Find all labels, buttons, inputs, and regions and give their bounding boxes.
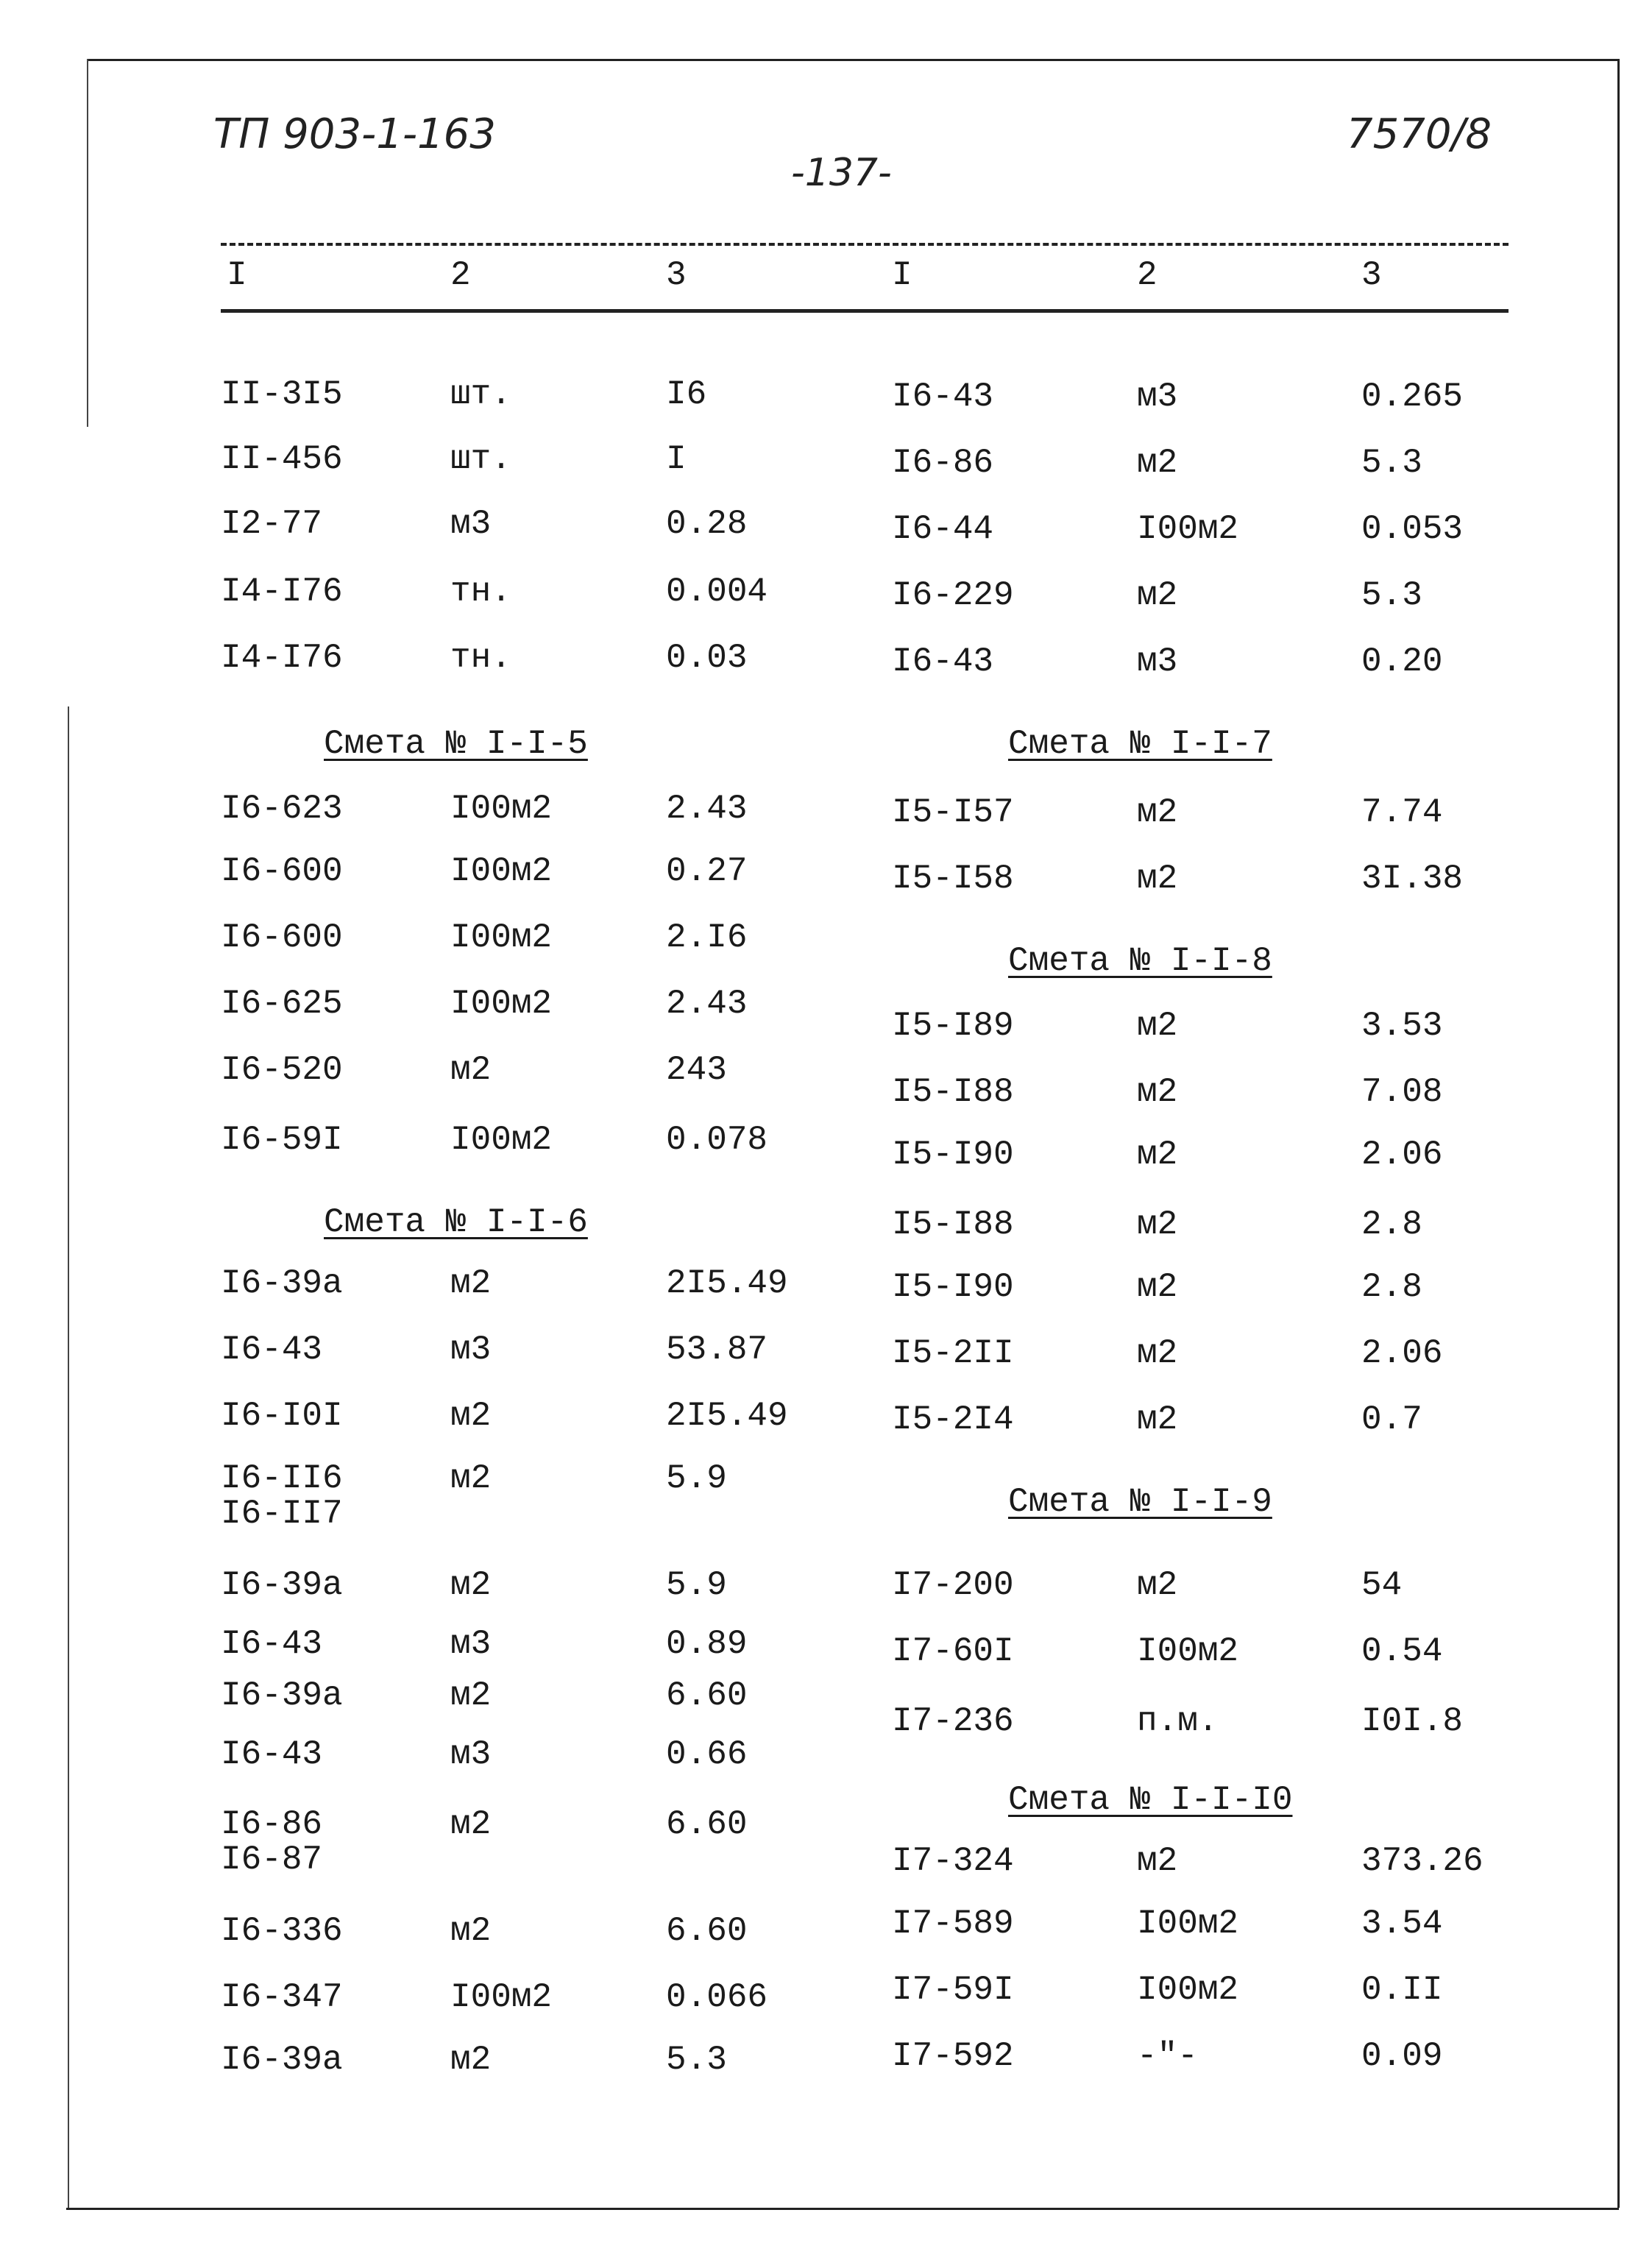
- right-row-18-col-2: I00м2: [1137, 1905, 1239, 1943]
- left-row-22-col-1: I6-39а: [221, 2041, 343, 2079]
- right-row-8-col-3: 7.08: [1361, 1073, 1443, 1111]
- frame-left-border: [87, 59, 88, 427]
- right-row-18-col-1: I7-589: [892, 1905, 1014, 1943]
- left-row-10-col-2: I00м2: [450, 1121, 553, 1159]
- header-dashed-rule: [221, 243, 1509, 246]
- left-row-20-col-3: 6.60: [666, 1912, 748, 1950]
- right-smeta-heading-3: Смета № I-I-I0: [1008, 1781, 1293, 1819]
- left-row-6-col-1: I6-600: [221, 852, 343, 890]
- right-row-12-col-3: 2.06: [1361, 1334, 1443, 1372]
- left-row-21-col-1: I6-347: [221, 1978, 343, 2016]
- left-smeta-heading-1: Смета № I-I-6: [324, 1203, 588, 1241]
- left-row-19-col-2: м2: [450, 1805, 492, 1843]
- right-row-0-col-3: 0.265: [1361, 378, 1464, 416]
- left-row-12-col-2: м3: [450, 1331, 492, 1369]
- right-row-8-col-2: м2: [1137, 1073, 1178, 1111]
- left-row-18-col-3: 0.66: [666, 1735, 748, 1774]
- left-row-8-col-1: I6-625: [221, 985, 343, 1023]
- right-row-2-col-1: I6-44: [892, 510, 994, 548]
- right-row-19-col-1: I7-59I: [892, 1971, 1014, 2009]
- left-row-11-col-2: м2: [450, 1264, 492, 1303]
- left-row-16-col-1: I6-43: [221, 1625, 323, 1663]
- left-row-13-col-3: 2I5.49: [666, 1397, 788, 1435]
- right-row-16-col-2: п.м.: [1137, 1702, 1219, 1740]
- left-row-22-col-2: м2: [450, 2041, 492, 2079]
- right-row-11-col-3: 2.8: [1361, 1268, 1422, 1306]
- left-row-0-col-2: шт.: [450, 375, 511, 414]
- right-row-14-col-1: I7-200: [892, 1566, 1014, 1604]
- right-row-12-col-2: м2: [1137, 1334, 1178, 1372]
- left-row-20-col-1: I6-336: [221, 1912, 343, 1950]
- left-row-8-col-3: 2.43: [666, 985, 748, 1023]
- left-row-5-col-3: 2.43: [666, 790, 748, 828]
- right-row-4-col-1: I6-43: [892, 642, 994, 681]
- right-row-7-col-1: I5-I89: [892, 1007, 1014, 1045]
- left-row-4-col-1: I4-I76: [221, 639, 343, 677]
- left-row-19-col-3: 6.60: [666, 1805, 748, 1843]
- left-row-16-col-2: м3: [450, 1625, 492, 1663]
- left-row-2-col-1: I2-77: [221, 505, 323, 543]
- left-row-11-col-1: I6-39а: [221, 1264, 343, 1303]
- left-row-0-col-1: II-3I5: [221, 375, 343, 414]
- right-row-6-col-2: м2: [1137, 860, 1178, 898]
- right-row-1-col-1: I6-86: [892, 444, 994, 482]
- right-row-9-col-1: I5-I90: [892, 1136, 1014, 1174]
- left-row-14-col-2: м2: [450, 1459, 492, 1498]
- right-row-19-col-3: 0.II: [1361, 1971, 1443, 2009]
- right-row-2-col-2: I00м2: [1137, 510, 1239, 548]
- left-row-1-col-2: шт.: [450, 440, 511, 478]
- left-row-15-col-2: м2: [450, 1566, 492, 1604]
- left-row-9-col-1: I6-520: [221, 1051, 343, 1089]
- left-row-21-col-2: I00м2: [450, 1978, 553, 2016]
- left-row-21-col-3: 0.066: [666, 1978, 768, 2016]
- left-row-3-col-2: тн.: [450, 573, 511, 611]
- left-row-3-col-3: 0.004: [666, 573, 768, 611]
- column-header: I: [892, 256, 912, 294]
- right-row-8-col-1: I5-I88: [892, 1073, 1014, 1111]
- right-row-14-col-3: 54: [1361, 1566, 1403, 1604]
- right-row-15-col-1: I7-60I: [892, 1632, 1014, 1671]
- right-row-17-col-2: м2: [1137, 1842, 1178, 1880]
- frame-left-border-lower: [68, 706, 69, 2208]
- left-row-17-col-1: I6-39а: [221, 1676, 343, 1715]
- left-row-6-col-2: I00м2: [450, 852, 553, 890]
- right-row-4-col-3: 0.20: [1361, 642, 1443, 681]
- left-row-0-col-3: I6: [666, 375, 707, 414]
- left-row-9-col-2: м2: [450, 1051, 492, 1089]
- document-code: ТП 903-1-163: [213, 110, 496, 158]
- left-row-1-col-3: I: [666, 440, 687, 478]
- left-row-9-col-3: 243: [666, 1051, 727, 1089]
- left-row-7-col-1: I6-600: [221, 918, 343, 957]
- left-row-15-col-1: I6-39а: [221, 1566, 343, 1604]
- right-row-16-col-3: I0I.8: [1361, 1702, 1464, 1740]
- right-row-13-col-2: м2: [1137, 1400, 1178, 1439]
- left-row-12-col-1: I6-43: [221, 1331, 323, 1369]
- left-row-5-col-2: I00м2: [450, 790, 553, 828]
- column-header: 3: [1361, 256, 1382, 294]
- left-row-17-col-2: м2: [450, 1676, 492, 1715]
- right-row-10-col-2: м2: [1137, 1205, 1178, 1244]
- right-row-11-col-1: I5-I90: [892, 1268, 1014, 1306]
- right-row-20-col-2: -"-: [1137, 2037, 1198, 2075]
- right-row-6-col-1: I5-I58: [892, 860, 1014, 898]
- left-row-20-col-2: м2: [450, 1912, 492, 1950]
- right-row-5-col-3: 7.74: [1361, 793, 1443, 832]
- header-solid-rule: [221, 309, 1509, 313]
- frame-bottom-border: [66, 2208, 1619, 2210]
- left-row-7-col-3: 2.I6: [666, 918, 748, 957]
- left-row-2-col-2: м3: [450, 505, 492, 543]
- left-row-7-col-2: I00м2: [450, 918, 553, 957]
- right-row-12-col-1: I5-2II: [892, 1334, 1014, 1372]
- left-row-6-col-3: 0.27: [666, 852, 748, 890]
- right-row-19-col-2: I00м2: [1137, 1971, 1239, 2009]
- left-row-8-col-2: I00м2: [450, 985, 553, 1023]
- right-row-11-col-2: м2: [1137, 1268, 1178, 1306]
- right-row-5-col-2: м2: [1137, 793, 1178, 832]
- left-row-2-col-3: 0.28: [666, 505, 748, 543]
- left-row-13-col-2: м2: [450, 1397, 492, 1435]
- right-row-17-col-1: I7-324: [892, 1842, 1014, 1880]
- left-row-14-col-3: 5.9: [666, 1459, 727, 1498]
- left-row-16-col-3: 0.89: [666, 1625, 748, 1663]
- right-row-10-col-3: 2.8: [1361, 1205, 1422, 1244]
- right-row-9-col-3: 2.06: [1361, 1136, 1443, 1174]
- right-row-14-col-2: м2: [1137, 1566, 1178, 1604]
- right-row-15-col-2: I00м2: [1137, 1632, 1239, 1671]
- page-number: -137-: [791, 151, 892, 195]
- right-row-17-col-3: 373.26: [1361, 1842, 1483, 1880]
- left-row-15-col-3: 5.9: [666, 1566, 727, 1604]
- right-smeta-heading-0: Смета № I-I-7: [1008, 725, 1272, 763]
- left-smeta-heading-0: Смета № I-I-5: [324, 725, 588, 763]
- left-row-22-col-3: 5.3: [666, 2041, 727, 2079]
- right-row-13-col-1: I5-2I4: [892, 1400, 1014, 1439]
- left-row-3-col-1: I4-I76: [221, 573, 343, 611]
- right-row-20-col-1: I7-592: [892, 2037, 1014, 2075]
- left-row-19-col-1: I6-86 I6-87: [221, 1805, 323, 1879]
- right-row-9-col-2: м2: [1137, 1136, 1178, 1174]
- left-row-4-col-3: 0.03: [666, 639, 748, 677]
- right-row-7-col-2: м2: [1137, 1007, 1178, 1045]
- left-row-4-col-2: тн.: [450, 639, 511, 677]
- sheet-number: 7570/8: [1347, 110, 1492, 158]
- right-row-2-col-3: 0.053: [1361, 510, 1464, 548]
- right-row-6-col-3: 3I.38: [1361, 860, 1464, 898]
- left-row-17-col-3: 6.60: [666, 1676, 748, 1715]
- right-row-1-col-2: м2: [1137, 444, 1178, 482]
- left-row-10-col-1: I6-59I: [221, 1121, 343, 1159]
- right-row-1-col-3: 5.3: [1361, 444, 1422, 482]
- left-row-18-col-1: I6-43: [221, 1735, 323, 1774]
- column-header: 2: [450, 256, 471, 294]
- left-row-10-col-3: 0.078: [666, 1121, 768, 1159]
- left-row-14-col-1: I6-II6 I6-II7: [221, 1459, 343, 1533]
- right-smeta-heading-1: Смета № I-I-8: [1008, 942, 1272, 980]
- right-row-0-col-2: м3: [1137, 378, 1178, 416]
- right-row-20-col-3: 0.09: [1361, 2037, 1443, 2075]
- right-row-18-col-3: 3.54: [1361, 1905, 1443, 1943]
- right-row-16-col-1: I7-236: [892, 1702, 1014, 1740]
- left-row-13-col-1: I6-I0I: [221, 1397, 343, 1435]
- column-header: 2: [1137, 256, 1158, 294]
- left-row-1-col-1: II-456: [221, 440, 343, 478]
- left-row-11-col-3: 2I5.49: [666, 1264, 788, 1303]
- right-row-13-col-3: 0.7: [1361, 1400, 1422, 1439]
- right-row-10-col-1: I5-I88: [892, 1205, 1014, 1244]
- right-row-3-col-3: 5.3: [1361, 576, 1422, 614]
- column-header: I: [227, 256, 247, 294]
- column-header: 3: [666, 256, 687, 294]
- left-row-12-col-3: 53.87: [666, 1331, 768, 1369]
- right-row-15-col-3: 0.54: [1361, 1632, 1443, 1671]
- frame-right-border: [1617, 59, 1620, 2208]
- right-smeta-heading-2: Смета № I-I-9: [1008, 1483, 1272, 1521]
- right-row-0-col-1: I6-43: [892, 378, 994, 416]
- frame-top-border: [88, 59, 1619, 61]
- right-row-7-col-3: 3.53: [1361, 1007, 1443, 1045]
- left-row-18-col-2: м3: [450, 1735, 492, 1774]
- left-row-5-col-1: I6-623: [221, 790, 343, 828]
- right-row-5-col-1: I5-I57: [892, 793, 1014, 832]
- right-row-4-col-2: м3: [1137, 642, 1178, 681]
- right-row-3-col-1: I6-229: [892, 576, 1014, 614]
- right-row-3-col-2: м2: [1137, 576, 1178, 614]
